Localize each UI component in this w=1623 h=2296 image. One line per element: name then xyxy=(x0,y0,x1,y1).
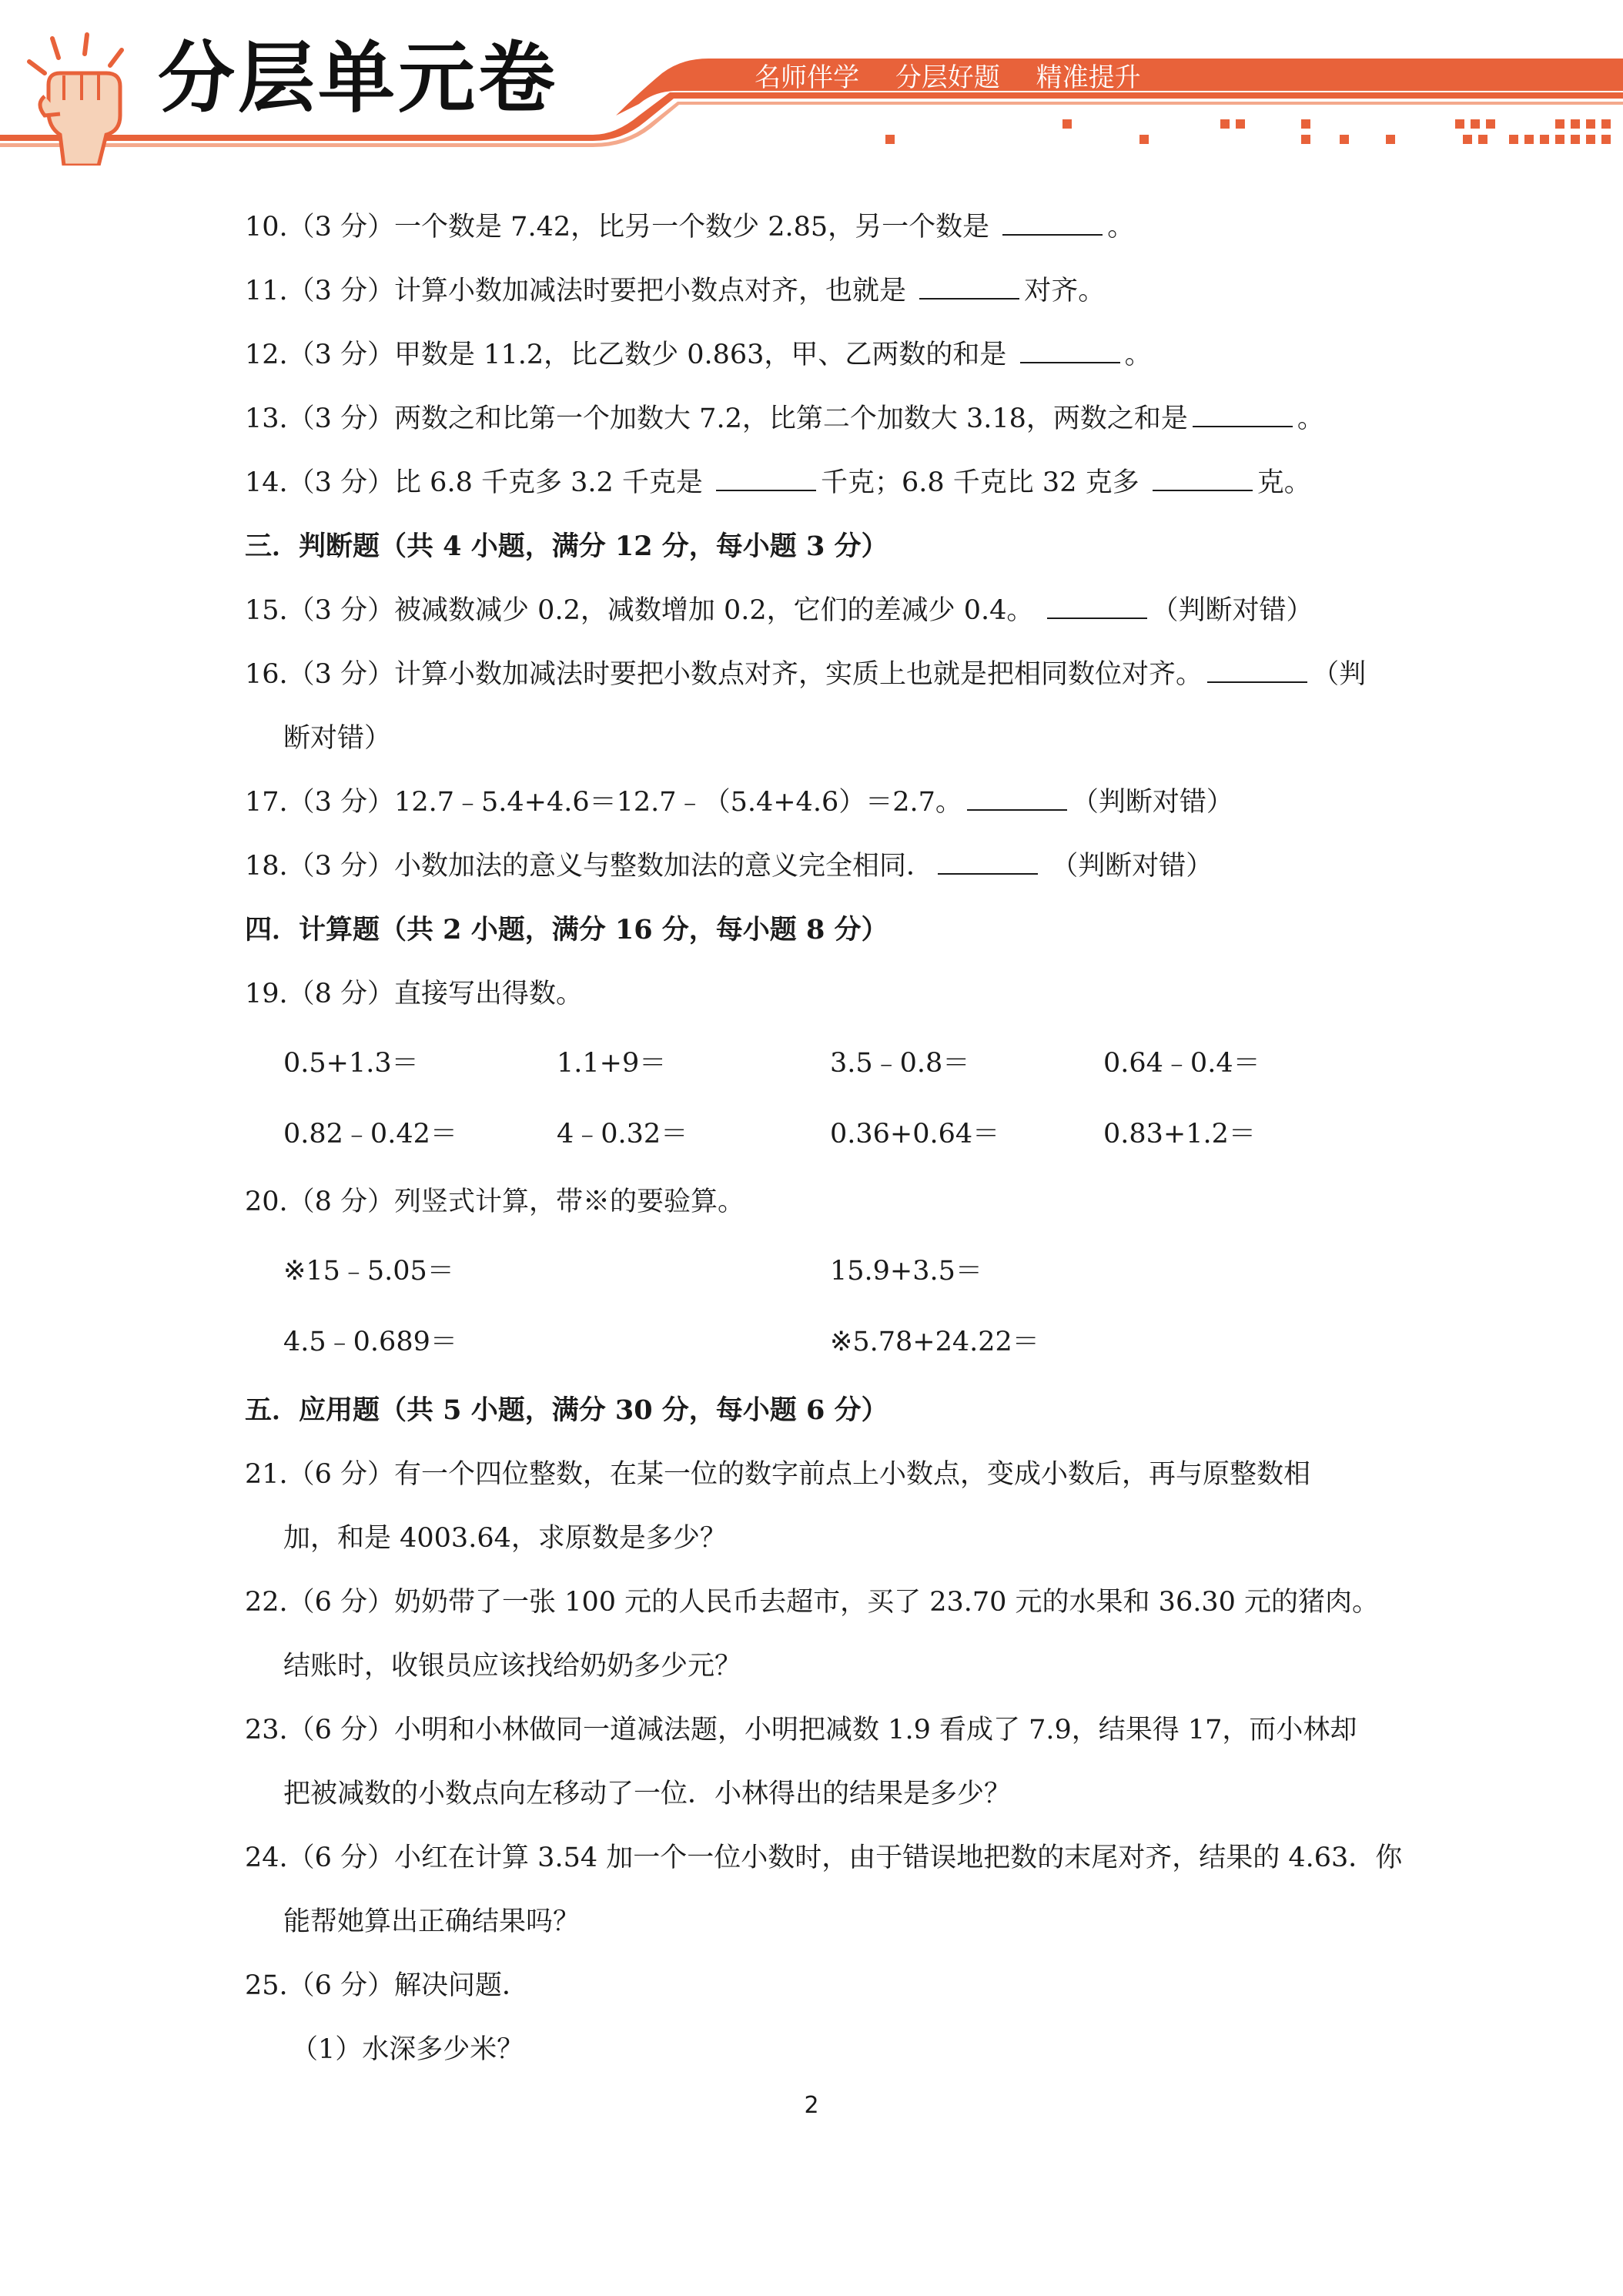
calc-item: 15.9+3.5＝ xyxy=(830,1256,982,1287)
answer-blank xyxy=(1207,658,1307,683)
answer-blank xyxy=(1193,403,1293,427)
slogan-3: 精准提升 xyxy=(1036,62,1141,93)
section-4-title: 四．计算题（共 2 小题，满分 16 分，每小题 8 分） xyxy=(245,914,888,946)
question-20: 20.（8 分）列竖式计算，带※的要验算。 xyxy=(245,1186,745,1217)
question-22: 22.（6 分）奶奶带了一张 100 元的人民币去超市，买了 23.70 元的水果和 36.30 元的猪肉。 xyxy=(245,1587,1380,1618)
calc-item: 1.1+9＝ xyxy=(557,1048,667,1079)
question-11: 11.（3 分）计算小数加减法时要把小数点对齐，也就是 对齐。 xyxy=(245,276,1106,306)
slogan-2: 分层好题 xyxy=(895,62,1000,93)
question-15: 15.（3 分）被减数减少 0.2，减数增加 0.2，它们的差减少 0.4。 （判断对错） xyxy=(245,595,1313,626)
calc-item: 0.36+0.64＝ xyxy=(830,1119,1000,1150)
question-24-cont: 能帮她算出正确结果吗？ xyxy=(283,1906,581,1937)
answer-blank xyxy=(1002,211,1103,236)
fist-hand-icon xyxy=(14,31,145,166)
question-21-cont: 加，和是 4003.64，求原数是多少？ xyxy=(283,1523,727,1554)
answer-blank xyxy=(1020,339,1120,363)
calc-item: 0.82﹣0.42＝ xyxy=(283,1119,457,1150)
question-17: 17.（3 分）12.7﹣5.4+4.6＝12.7﹣（5.4+4.6）＝2.7。 （判断对错） xyxy=(245,787,1233,818)
question-24: 24.（6 分）小红在计算 3.54 加一个一位小数时，由于错误地把数的末尾对齐，结果的 4.63．你 xyxy=(245,1842,1403,1873)
calc-item: 3.5﹣0.8＝ xyxy=(830,1048,970,1079)
question-13: 13.（3 分）两数之和比第一个加数大 7.2，比第二个加数大 3.18，两数之和是 。 xyxy=(245,403,1324,434)
question-19: 19.（8 分）直接写出得数。 xyxy=(245,979,584,1009)
brand-title: 分层单元卷 xyxy=(158,33,558,123)
question-18: 18.（3 分）小数加法的意义与整数加法的意义完全相同． （判断对错） xyxy=(245,851,1213,882)
question-23-cont: 把被减数的小数点向左移动了一位．小林得出的结果是多少？ xyxy=(283,1779,1012,1809)
answer-blank xyxy=(716,467,816,491)
question-25: 25.（6 分）解决问题． xyxy=(245,1970,530,2001)
calc-item: 4﹣0.32＝ xyxy=(557,1119,688,1150)
question-21: 21.（6 分）有一个四位整数，在某一位的数字前点上小数点，变成小数后，再与原整数相 xyxy=(245,1459,1311,1490)
question-23: 23.（6 分）小明和小林做同一道减法题，小明把减数 1.9 看成了 7.9，结果得 17，而小林却 xyxy=(245,1715,1357,1745)
answer-blank xyxy=(1153,467,1253,491)
question-10: 10.（3 分）一个数是 7.42，比另一个数少 2.85，另一个数是 。 xyxy=(245,212,1135,243)
section-3-title: 三．判断题（共 4 小题，满分 12 分，每小题 3 分） xyxy=(245,530,888,562)
calc-item: 0.5+1.3＝ xyxy=(283,1048,419,1079)
calc-item: 0.83+1.2＝ xyxy=(1103,1119,1256,1150)
page-number: 2 xyxy=(804,2092,819,2119)
calc-item: ※15﹣5.05＝ xyxy=(283,1256,454,1287)
calc-item: 0.64﹣0.4＝ xyxy=(1103,1048,1260,1079)
answer-blank xyxy=(967,786,1067,811)
answer-blank xyxy=(938,850,1038,875)
slogan-1: 名师伴学 xyxy=(755,62,859,93)
question-16-cont: 断对错） xyxy=(283,723,392,754)
question-12: 12.（3 分）甲数是 11.2，比乙数少 0.863，甲、乙两数的和是 。 xyxy=(245,340,1152,370)
question-22-cont: 结账时，收银员应该找给奶奶多少元？ xyxy=(283,1651,742,1682)
pixel-decoration xyxy=(885,119,1611,144)
question-25-sub-1: （1）水深多少米？ xyxy=(291,2034,524,2065)
question-16: 16.（3 分）计算小数加减法时要把小数点对齐，实质上也就是把相同数位对齐。 （判 xyxy=(245,659,1367,690)
header-slogan xyxy=(755,62,1169,94)
question-14: 14.（3 分）比 6.8 千克多 3.2 千克是 千克；6.8 千克比 32 克多 克。 xyxy=(245,467,1311,498)
calc-item: 4.5﹣0.689＝ xyxy=(283,1327,457,1357)
calc-item: ※5.78+24.22＝ xyxy=(830,1327,1039,1357)
answer-blank xyxy=(919,275,1019,300)
answer-blank xyxy=(1047,594,1147,619)
page-header xyxy=(0,0,1623,166)
section-5-title: 五．应用题（共 5 小题，满分 30 分，每小题 6 分） xyxy=(245,1394,888,1426)
